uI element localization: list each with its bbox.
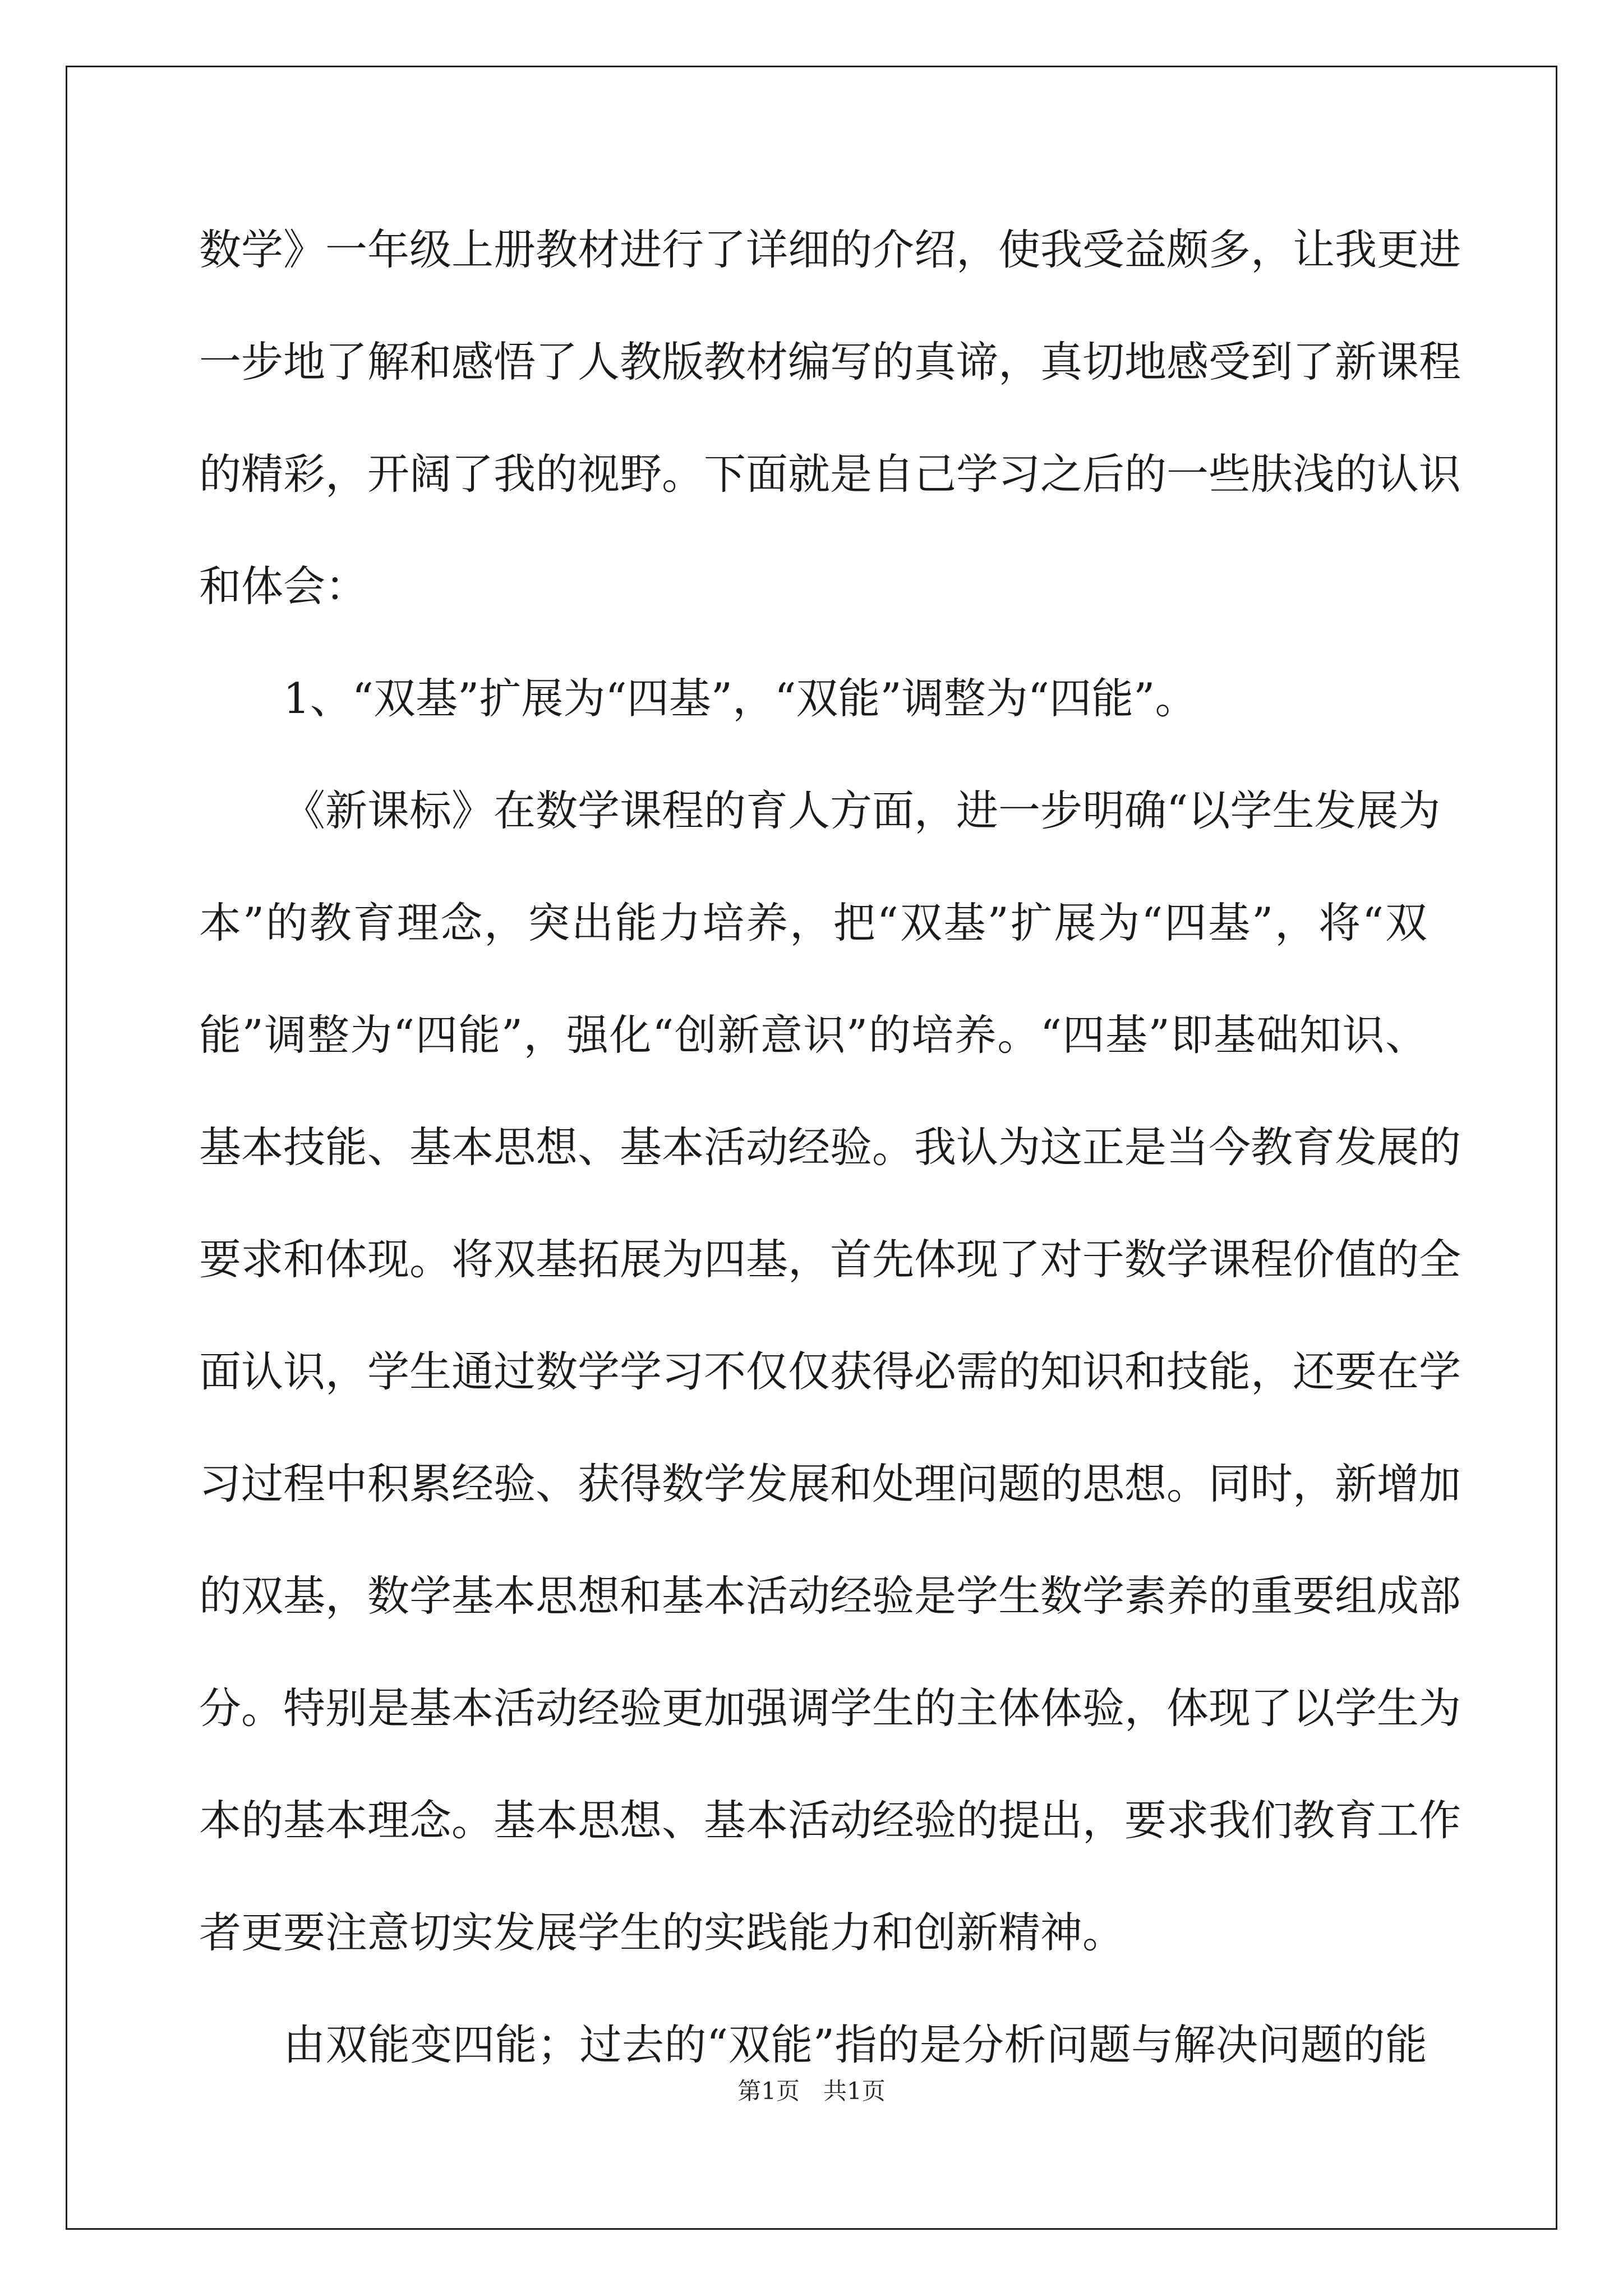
text-line: 的双基，数学基本思想和基本活动经验是学生数学素养的重要组成部 [199,1571,1461,1621]
text-line: 分。特别是基本活动经验更加强调学生的主体体验，体现了以学生为 [199,1683,1461,1733]
text-line: 的精彩，开阔了我的视野。下面就是自己学习之后的一些肤浅的认识 [199,449,1461,499]
text-line: 者更要注意切实发展学生的实践能力和创新精神。 [199,1908,1125,1957]
text-line: 要求和体现。将双基拓展为四基，首先体现了对于数学课程价值的全 [199,1235,1461,1284]
text-line: 一步地了解和感悟了人教版教材编写的真谛，真切地感受到了新课程 [199,337,1461,386]
text-line: 《新课标》在数学课程的育人方面，进一步明确“以学生发展为 [283,786,1441,835]
text-line: 由双能变四能；过去的“双能”指的是分析问题与解决问题的能 [283,2020,1427,2069]
text-line: 习过程中积累经验、获得数学发展和处理问题的思想。同时，新增加 [199,1459,1461,1508]
text-line: 基本技能、基本思想、基本活动经验。我认为这正是当今教育发展的 [199,1122,1461,1172]
text-line: 和体会： [199,562,368,611]
text-line: 本的基本理念。基本思想、基本活动经验的提出，要求我们教育工作 [199,1796,1461,1845]
text-line: 面认识，学生通过数学学习不仅仅获得必需的知识和技能，还要在学 [199,1347,1461,1396]
text-line: 能”调整为“四能”，强化“创新意识”的培养。“四基”即基础知识、 [199,1010,1427,1060]
text-line: 数学》一年级上册教材进行了详细的介绍，使我受益颇多，让我更进 [199,225,1461,274]
text-line: 本”的教育理念，突出能力培养，把“双基”扩展为“四基”，将“双 [199,898,1427,947]
page-footer: 第1页 共1页 [737,2077,886,2105]
document-body [199,222,1461,2129]
section-heading: 1、“双基”扩展为“四基”，“双能”调整为“四能”。 [283,674,1197,723]
